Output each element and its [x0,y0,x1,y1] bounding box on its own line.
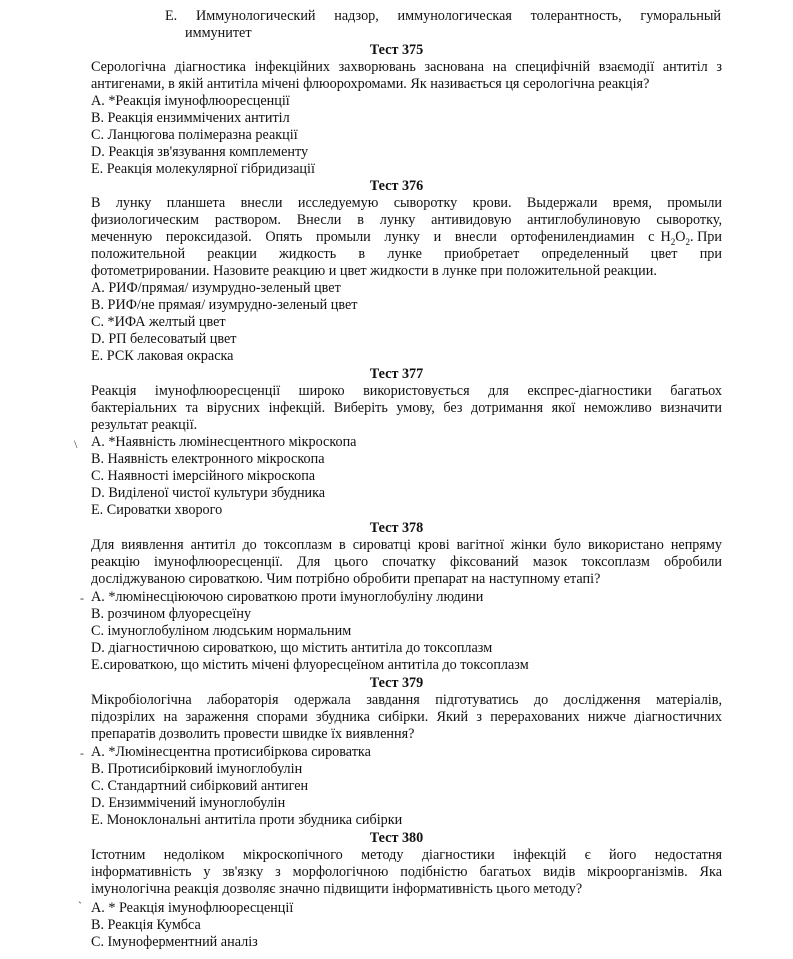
test-379-question-line: підозрілих на зараження спорами збудника сибірки. Який з перерахованих нижче діагностичних [91,709,722,725]
prev-option-e-cont: иммунитет [185,25,252,41]
test-376-option-e: E. РСК лаковая окраска [91,348,234,364]
test-378-option-a: A. *люмінесціюючою сироваткою проти імуноглобуліну людини [91,589,484,605]
test-376-option-b: B. РИФ/не прямая/ изумрудно-зеленый цвет [91,297,358,313]
test-377-title: Тест 377 [369,366,424,382]
test-380-question-line: Істотним недоліком мікроскопічного методу діагностики інфекцій є його недостатня [91,847,722,863]
test-378-option-c: C. імуноглобуліном людським нормальним [91,623,352,639]
test-375-option-c: C. Ланцюгова полімеразна реакції [91,127,298,143]
pen-mark: - [80,591,84,605]
test-379-option-a: A. *Люмінесцентна протисибіркова сироватка [91,744,371,760]
test-375-title: Тест 375 [369,42,424,58]
test-377-option-a: A. *Наявність люмінесцентного мікроскопа [91,434,357,450]
pen-mark: ` [78,899,82,913]
test-380-title: Тест 380 [369,830,424,846]
prev-option-e: E. Иммунологический надзор, иммунологическая толерантность, гуморальный [165,8,721,24]
test-379-title: Тест 379 [369,675,424,691]
test-380-option-c: C. Імуноферментний аналіз [91,934,258,950]
test-377-option-d: D. Виділеної чистої культури збудника [91,485,326,501]
test-376-question-line: положительной реакции жидкость в лунке приобретает определенный цвет при [91,246,722,262]
test-377-question-line: Реакція імунофлюоресценції широко використовується для експрес-діагностики багатьох [91,383,722,399]
test-377-option-e: E. Сироватки хворого [91,502,223,518]
test-376-option-d: D. РП белесоватый цвет [91,331,237,347]
pen-mark: \ [74,437,78,451]
test-376-title: Тест 376 [369,178,424,194]
test-376-question-line: В лунку планшета внесли исследуемую сыворотку крови. Выдержали время, промыли [91,195,722,211]
pen-mark: - [80,746,84,760]
test-378-question-line: Для виявлення антитіл до токсоплазм в сироватці крові вагітної жінки було використано непряму [91,537,722,553]
test-375-option-b: B. Реакція ензиммічених антитіл [91,110,290,126]
test-378-option-b: B. розчином флуоресцеїну [91,606,252,622]
test-378-option-d: D. діагностичною сироваткою, що містить антитіла до токсоплазм [91,640,493,656]
test-378-option-e: E.сироваткою, що містить мічені флуоресцеїном антитіла до токсоплазм [91,657,529,673]
test-380-option-b: B. Реакція Кумбса [91,917,201,933]
test-375-option-e: E. Реакція молекулярної гібридизації [91,161,315,177]
test-380-question-line: імунологічна реакція дозволяє значно підвищити інформативність цього методу? [91,881,583,897]
test-376-question-text: меченную пероксидазой. Опять промыли лунку и внесли ортофенилендиамин с [91,229,655,245]
test-376-question-line: физиологическим раствором. Внесли в лунку антивидовую антиглобулиновую сыворотку, [91,212,722,228]
test-375-question-line: антигенами, в якій антитіла мічені флюорохромами. Як називається ця серологічна реакція? [91,76,650,92]
test-375-option-a: A. *Реакція імунофлюоресценції [91,93,290,109]
h2o2-formula: $H_2O_2$. При [660,229,722,247]
test-379-option-d: D. Ензиммічений імуноглобулін [91,795,286,811]
test-379-option-c: C. Стандартний сибірковий антиген [91,778,309,794]
test-377-option-c: C. Наявності імерсійного мікроскопа [91,468,316,484]
test-377-option-b: B. Наявність електронного мікроскопа [91,451,325,467]
test-377-question-line: бактеріальних та вірусних інфекцій. Виберіть умову, без дотримання якої неможливо визначити [91,400,722,416]
test-379-question-line: препаратів дозволить провести швидке їх виявлення? [91,726,415,742]
test-380-question-line: інформативність у зв'язку з морфологічною подібністю багатьох видів мікроорганізмів. Яка [91,864,722,880]
test-375-question-line: Серологічна діагностика інфекційних захворювань заснована на специфічній взаємодії антитіл з [91,59,722,75]
test-376-question-line [91,229,722,246]
test-379-question-line: Мікробіологічна лабораторія одержала завдання підготуватись до дослідження матеріалів, [91,692,722,708]
test-376-option-c: C. *ИФА желтый цвет [91,314,226,330]
test-375-option-d: D. Реакція зв'язування комплементу [91,144,309,160]
test-379-option-e: E. Моноклональні антитіла проти збудника сибірки [91,812,403,828]
test-378-question-line: реакцію імунофлюоресценції. Для цього спочатку фіксований мазок токсоплазм обробили [91,554,722,570]
test-380-option-a: A. * Реакція імунофлюоресценції [91,900,294,916]
test-378-title: Тест 378 [369,520,424,536]
test-377-question-line: результат реакції. [91,417,198,433]
test-379-option-b: B. Протисибірковий імуноглобулін [91,761,303,777]
test-376-question-line: фотометрировании. Назовите реакцию и цвет жидкости в лунке при положительной реакции. [91,263,657,279]
test-378-question-line: досліджуваною сироваткою. Чим потрібно обробити препарат на наступному етапі? [91,571,601,587]
test-376-option-a: A. РИФ/прямая/ изумрудно-зеленый цвет [91,280,341,296]
